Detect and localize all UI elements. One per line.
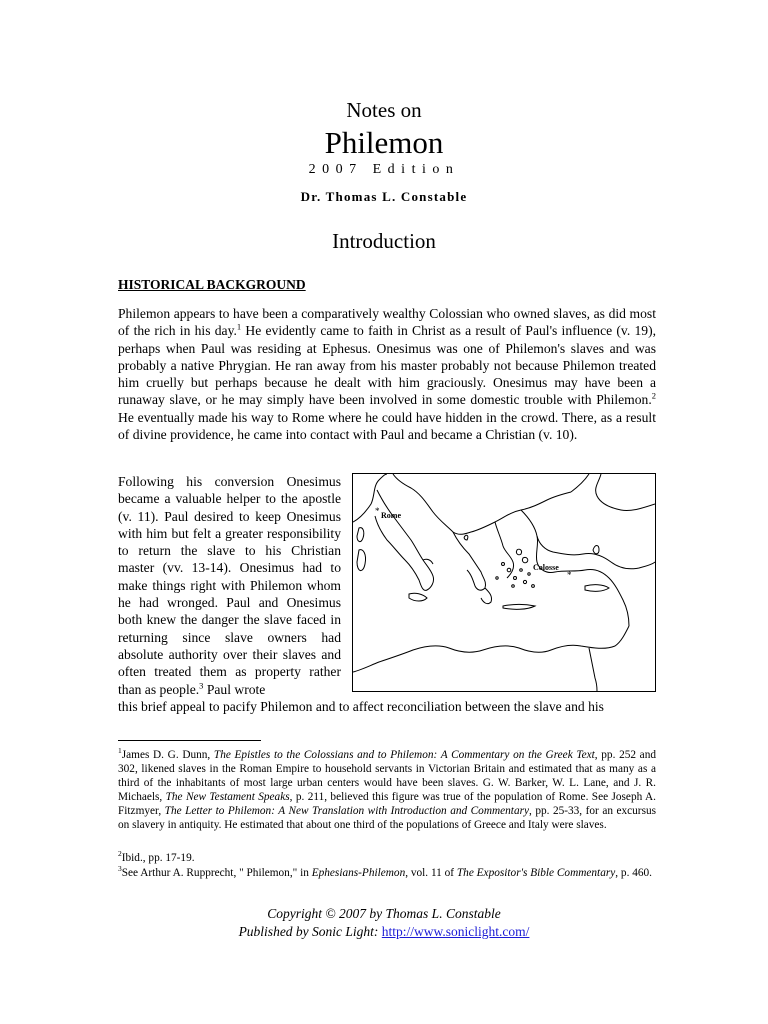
footnote-1: $^1$James D. G. Dunn, The Epistles to the Colossians and to Philemon: A Commentary on the Greek Text, pp. 252 and 302, likened slaves in the Roman Empire to household servants in Victorian Britain and estimated that as many as a third of the inhabitants of most large urban centers would have been slaves. G. W. Barker, W. L. Lane, and J. R. Michaels, The New Testament Speaks, p. 211, believed this figure was true of the population of Rome. See Joseph A. Fitzmyer, The Letter to Philemon: A New Translation with Introduction and Commentary, pp. 25-33, for an excursus on slavery in antiquity. He estimated that about one third of the populations of Greece and Italy were slaves.: [118, 746, 657, 832]
footnote-divider: [118, 740, 261, 741]
map-label-rome: Rome: [381, 511, 401, 520]
publisher-line: Published by Sonic Light: http://www.soniclight.com/: [238, 924, 530, 939]
paragraph-1: Philemon appears to have been a comparatively wealthy Colossian who owned slaves, as did most of the rich in his day.$^1$ He evidently came to faith in Christ as a result of Paul's influence (v. 19), perhaps when Paul was residing at Ephesus. Onesimus was one of Philemon's slaves and was probably a native Phrygian. He ran away from his master probably not because Philemon treated him cruelly but perhaps because he dealt with him graciously. Onesimus may have been a runaway slave, or he may simply have been involved in some domestic trouble with Philemon.$^2$ He eventually made his way to Rome where he could have hidden in the crowd. There, as a result of divine providence, he came into contact with Paul and became a Christian (v. 10).: [118, 306, 656, 443]
footnote-ref-3: 3: [199, 680, 204, 691]
soniclight-link[interactable]: http://www.soniclight.com/: [381, 924, 530, 939]
footnote-ref-1: 1: [236, 321, 242, 332]
copyright-line: Copyright © 2007 by Thomas L. Constable: [267, 906, 501, 921]
paragraph-2: Following his conversion Onesimus became a valuable helper to the apostle (v. 11). Paul desired to keep Onesimus with him but felt a greater responsibility to return the slave to his Christian master (vv. 13-14). Onesimus had to make things right with Philemon whom he had wronged. Paul and Onesimus both knew the danger the slave faced in returning since slave owners had absolute authority over their slaves and often treated them as property rather than as people.$^3$ Paul wrote this brief appeal to pacify Philemon and to affect reconciliation between the slave and his: [118, 474, 604, 714]
section-title: Introduction: [332, 229, 436, 253]
author-name: Dr. Thomas L. Constable: [300, 189, 468, 204]
map-drawing: [353, 474, 655, 691]
edition-label: 2007 Edition: [308, 162, 460, 177]
notes-on-label: Notes on: [346, 98, 422, 122]
colosse-marker: *: [567, 570, 572, 580]
map-label-colosse: Colosse: [533, 563, 559, 572]
footnote-2: $^2$Ibid., pp. 17-19.: [118, 849, 195, 864]
mediterranean-map: [352, 473, 656, 692]
historical-background-heading: HISTORICAL BACKGROUND: [118, 277, 306, 292]
footnote-3: $^3$See Arthur A. Rupprecht, " Philemon," in Ephesians-Philemon, vol. 11 of The Expositor's Bible Commentary, p. 460.: [118, 864, 652, 879]
footnote-ref-2: 2: [651, 390, 656, 401]
document-title: Philemon: [324, 125, 444, 160]
rome-marker: *: [375, 506, 380, 516]
